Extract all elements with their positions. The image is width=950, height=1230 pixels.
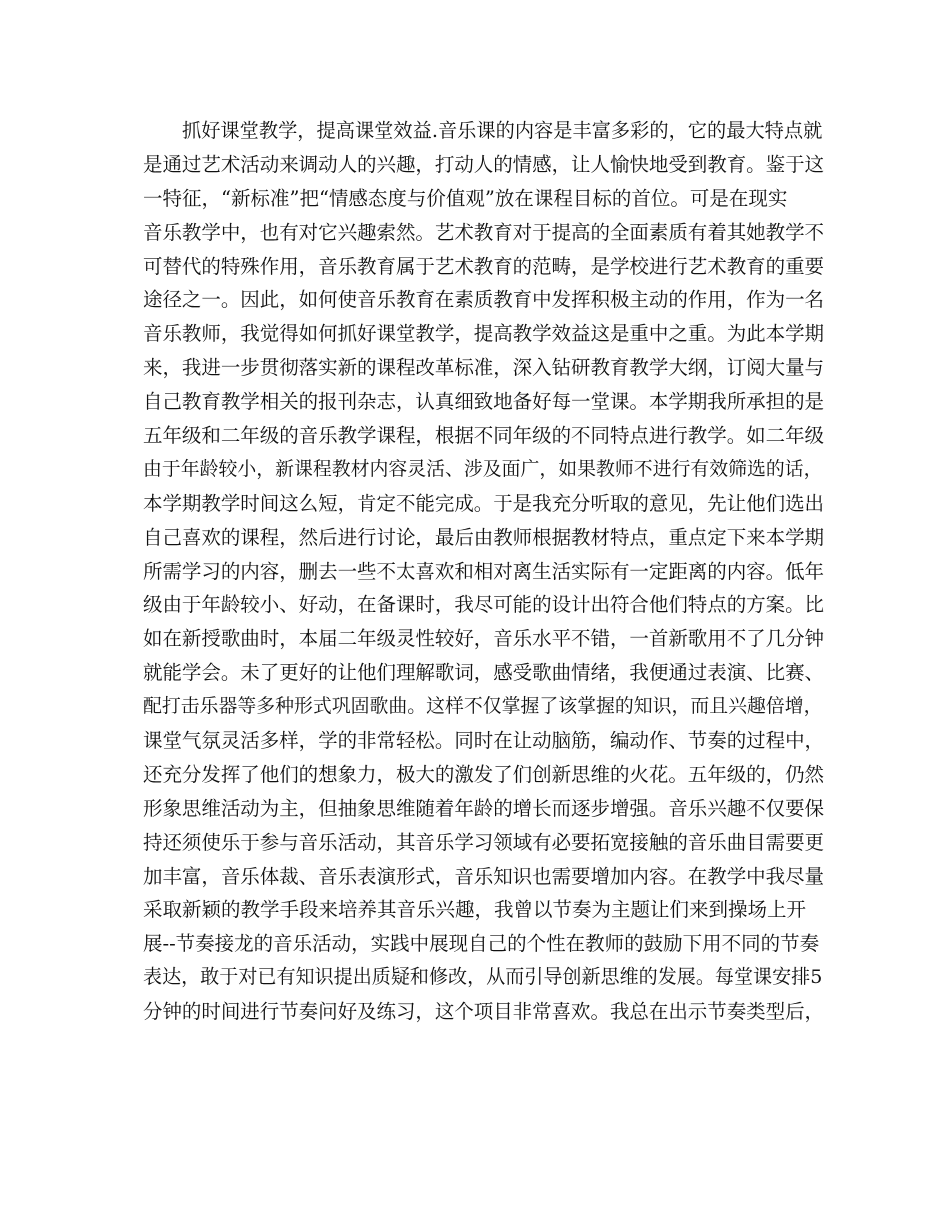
text-line: 分钟的时间进行节奏问好及练习，这个项目非常喜欢。我总在出示节奏类型后， — [143, 1000, 825, 1024]
text-line: 五年级和二年级的音乐教学课程，根据不同年级的不同特点进行教学。如二年级 — [143, 424, 825, 448]
text-line: 如在新授歌曲时，本届二年级灵性较好，音乐水平不错，一首新歌用不了几分钟 — [143, 627, 825, 651]
text-line: 自己教育教学相关的报刊杂志，认真细致地备好每一堂课。本学期我所承担的是 — [143, 390, 825, 414]
text-line: 可替代的特殊作用，音乐教育属于艺术教育的范畴，是学校进行艺术教育的重要 — [143, 254, 825, 278]
text-line: 表达，敢于对已有知识提出质疑和修改，从而引导创新思维的发展。每堂课安排5 — [143, 966, 823, 989]
text-line: 自己喜欢的课程，然后进行讨论，最后由教师根据教材特点，重点定下来本学期 — [143, 525, 825, 549]
text-line: 课堂气氛灵活多样，学的非常轻松。同时在让动脑筋，编动作、节奏的过程中， — [143, 729, 825, 753]
text-line: 采取新颖的教学手段来培养其音乐兴趣，我曾以节奏为主题让们来到操场上开 — [143, 898, 807, 922]
text-line: 配打击乐器等多种形式巩固歌曲。这样不仅掌握了该掌握的知识，而且兴趣倍增， — [143, 695, 823, 718]
text-line: 级由于年龄较小、好动，在备课时，我尽可能的设计出符合他们特点的方案。比 — [143, 593, 825, 617]
text-line: 抓好课堂教学，提高课堂效益.音乐课的内容是丰富多彩的，它的最大特点就 — [182, 119, 823, 142]
text-line: 所需学习的内容，删去一些不太喜欢和相对离生活实际有一定距离的内容。低年 — [143, 559, 825, 583]
text-line: 就能学会。未了更好的让他们理解歌词，感受歌曲情绪，我便通过表演、比赛、 — [143, 661, 825, 685]
text-line: 展--节奏接龙的音乐活动，实践中展现自己的个性在教师的鼓励下用不同的节奏 — [143, 932, 820, 956]
text-line: 来，我进一步贯彻落实新的课程改革标准，深入钻研教育教学大纲，订阅大量与 — [143, 356, 825, 380]
text-line: 一特征，“新标准”把“情感态度与价值观”放在课程目标的首位。可是在现实 — [143, 186, 788, 210]
text-line: 由于年龄较小，新课程教材内容灵活、涉及面广，如果教师不进行有效筛选的话， — [143, 457, 823, 480]
text-line: 本学期教学时间这么短，肯定不能完成。于是我充分听取的意见，先让他们选出 — [143, 491, 825, 515]
text-line: 持还须使乐于参与音乐活动，其音乐学习领域有必要拓宽接触的音乐曲目需要更 — [143, 830, 825, 854]
text-line: 还充分发挥了他们的想象力，极大的激发了们创新思维的火花。五年级的，仍然 — [143, 762, 825, 786]
text-line: 音乐教师，我觉得如何抓好课堂教学，提高教学效益这是重中之重。为此本学期 — [143, 322, 825, 346]
text-line: 途径之一。因此，如何使音乐教育在素质教育中发挥积极主动的作用，作为一名 — [143, 288, 825, 312]
text-line: 加丰富，音乐体裁、音乐表演形式，音乐知识也需要增加内容。在教学中我尽量 — [143, 864, 825, 888]
body-paragraph — [143, 114, 823, 1029]
text-line: 音乐教学中，也有对它兴趣索然。艺术教育对于提高的全面素质有着其她教学不 — [143, 220, 825, 244]
text-line: 是通过艺术活动来调动人的兴趣，打动人的情感，让人愉快地受到教育。鉴于这 — [143, 152, 825, 176]
text-line: 形象思维活动为主，但抽象思维随着年龄的增长而逐步增强。音乐兴趣不仅要保 — [143, 796, 825, 820]
